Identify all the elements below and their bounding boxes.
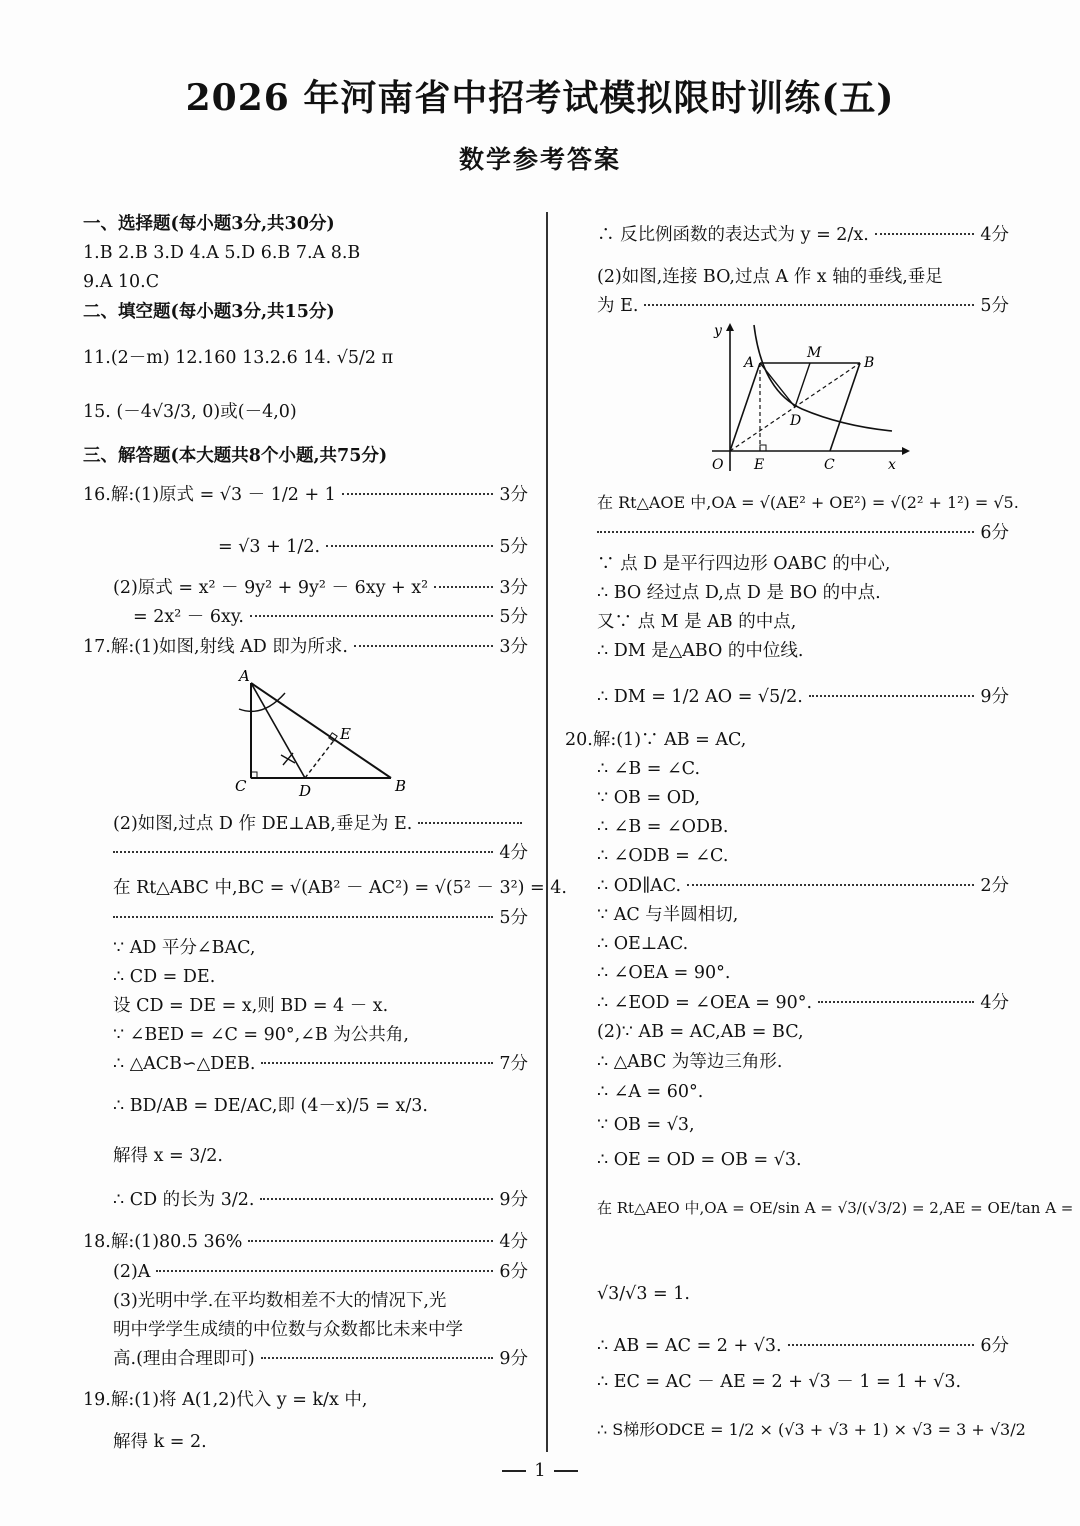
- label-b: B: [864, 355, 875, 371]
- dot-leader: [261, 1062, 493, 1064]
- solution-row: [597, 685, 1009, 709]
- solution-row: [597, 874, 1009, 898]
- dot-leader: [156, 1270, 493, 1272]
- score: 6分: [980, 1336, 1009, 1356]
- row-text: ∴ △ACB∽△DEB.: [113, 1054, 256, 1074]
- row-text: 在 Rt△ABC 中,BC = √(AB² － AC²) = √(5² － 3²) = 4.: [113, 878, 567, 898]
- side-bc: [830, 363, 860, 451]
- dot-leader: [261, 1357, 494, 1359]
- label-o: O: [712, 457, 724, 473]
- solution-line: √3/√3 = 1.: [597, 1284, 690, 1304]
- score: 3分: [499, 578, 528, 598]
- right-angle-e: [760, 445, 766, 451]
- dot-leader: [342, 493, 494, 495]
- score: 7分: [499, 1054, 528, 1074]
- row-text: 高.(理由合理即可): [113, 1349, 255, 1369]
- row-text: 16.解:(1)原式 = √3 － 1/2 + 1: [83, 485, 336, 505]
- label-b: B: [395, 777, 407, 795]
- label-c: C: [824, 457, 835, 473]
- solution-line: 20.解:(1)∵ AB = AC,: [565, 730, 747, 750]
- label-e: E: [754, 457, 765, 473]
- page-subtitle: 数学参考答案: [458, 145, 621, 174]
- score: 5分: [499, 537, 528, 557]
- side-ab: [251, 683, 391, 778]
- row-text: ∴ CD 的长为 3/2.: [113, 1190, 255, 1210]
- row-text: ∴ AB = AC = 2 + √3.: [597, 1336, 782, 1356]
- solution-row: [597, 991, 1009, 1015]
- dot-leader: [250, 615, 493, 617]
- label-d: D: [299, 782, 312, 798]
- row-text: 18.解:(1)80.5 36%: [83, 1232, 243, 1252]
- label-a: A: [744, 355, 755, 371]
- solution-line: 在 Rt△AEO 中,OA = OE/sin A = √3/(√3/2) = 2,AE = OE/tan A =: [597, 1199, 1074, 1217]
- solution-row: [597, 521, 1009, 545]
- page-dash-left: [502, 1470, 526, 1472]
- score: 3分: [499, 485, 528, 505]
- dot-leader: [644, 304, 974, 306]
- label-y: y: [714, 323, 722, 339]
- score: 6分: [499, 1262, 528, 1282]
- solution-line: ∴ S梯形ODCE = 1/2 × (√3 + √3 + 1) × √3 = 3 + √3/2: [597, 1420, 1026, 1439]
- solution-row: [597, 1334, 1009, 1358]
- segment-dm: [795, 363, 810, 407]
- row-text: 在 Rt△AOE 中,OA = √(AE² + OE²) = √(2² + 1²) = √5.: [597, 493, 1019, 512]
- dot-leader: [418, 822, 522, 824]
- row-text: ∴ ∠EOD = ∠OEA = 90°.: [597, 993, 813, 1013]
- y-arrow: [726, 323, 734, 331]
- solution-line: 明中学学生成绩的中位数与众数都比未来中学: [113, 1320, 463, 1340]
- hyperbola: [754, 325, 892, 431]
- solution-row: [83, 635, 528, 659]
- dot-leader: [809, 695, 975, 697]
- solution-row: [113, 1347, 528, 1371]
- solution-line: ∴ EC = AC － AE = 2 + √3 － 1 = 1 + √3.: [597, 1372, 962, 1392]
- score: 5分: [499, 607, 528, 627]
- solution-line: ∵ AD 平分∠BAC,: [113, 938, 256, 958]
- triangle-figure: [233, 663, 413, 798]
- solution-line: ∴ ∠OEA = 90°.: [597, 963, 731, 983]
- solution-row: [113, 841, 528, 865]
- dot-leader: [326, 545, 493, 547]
- row-text: 为 E.: [597, 296, 639, 316]
- answer-line: 11.(2－m) 12.160 13.2.6 14. √5/2 π: [83, 348, 394, 368]
- row-text: ∴ OD∥AC.: [597, 876, 682, 896]
- label-e: E: [340, 725, 351, 743]
- section-heading: 二、填空题(每小题3分,共15分): [83, 302, 335, 322]
- score: 4分: [980, 993, 1009, 1013]
- solution-line: ∵ OB = √3,: [597, 1115, 695, 1135]
- solution-line: ∵ OB = OD,: [597, 788, 701, 808]
- score: 4分: [499, 843, 528, 863]
- row-text: (2)A: [113, 1262, 151, 1282]
- segment-ad: [760, 363, 795, 407]
- solution-line: ∴ OE = OD = OB = √3.: [597, 1150, 802, 1170]
- solution-row: [113, 1260, 528, 1284]
- solution-row: [597, 223, 1009, 247]
- solution-line: ∴ CD = DE.: [113, 967, 216, 987]
- answer-line: 1.B 2.B 3.D 4.A 5.D 6.B 7.A 8.B: [83, 243, 361, 263]
- solution-line: 又∵ 点 M 是 AB 的中点,: [597, 612, 797, 632]
- solution-line: 解得 k = 2.: [113, 1432, 207, 1452]
- row-text: (2)如图,过点 D 作 DE⊥AB,垂足为 E.: [113, 814, 413, 834]
- score: 4分: [980, 225, 1009, 245]
- solution-line: ∴ OE⊥AC.: [597, 934, 689, 954]
- solution-row: [597, 294, 1009, 318]
- side-oa: [730, 363, 760, 451]
- answer-line: 15. (－4√3/3, 0)或(－4,0): [83, 402, 297, 422]
- solution-line: 解得 x = 3/2.: [113, 1146, 223, 1166]
- row-text: 17.解:(1)如图,射线 AD 即为所求.: [83, 637, 348, 657]
- row-text: ∴ 反比例函数的表达式为 y = 2/x.: [597, 225, 869, 245]
- solution-row: [113, 1052, 528, 1076]
- score: 4分: [499, 1232, 528, 1252]
- solution-line: ∴ BO 经过点 D,点 D 是 BO 的中点.: [597, 583, 881, 603]
- ray-ad: [251, 683, 305, 778]
- dot-leader: [434, 586, 493, 588]
- solution-row: [133, 605, 528, 629]
- solution-row: [113, 876, 567, 900]
- solution-row: [113, 812, 528, 836]
- solution-line: ∴ ∠B = ∠C.: [597, 759, 701, 779]
- score: 3分: [499, 637, 528, 657]
- dot-leader: [260, 1198, 493, 1200]
- answer-line: 9.A 10.C: [83, 272, 160, 292]
- label-x: x: [888, 457, 896, 473]
- solution-line: (3)光明中学.在平均数相差不大的情况下,光: [113, 1291, 447, 1311]
- dot-leader: [597, 531, 974, 533]
- solution-line: 19.解:(1)将 A(1,2)代入 y = k/x 中,: [83, 1390, 368, 1410]
- solution-line: 设 CD = DE = x,则 BD = 4 － x.: [113, 996, 389, 1016]
- score: 9分: [499, 1190, 528, 1210]
- solution-line: ∴ ∠A = 60°.: [597, 1082, 704, 1102]
- label-m: M: [807, 345, 822, 361]
- page-dash-right: [554, 1470, 578, 1472]
- label-a: A: [239, 667, 250, 685]
- section-heading: 三、解答题(本大题共8个小题,共75分): [83, 446, 388, 466]
- dot-leader: [354, 645, 493, 647]
- solution-row: [113, 906, 528, 930]
- score: 6分: [980, 523, 1009, 543]
- solution-line: (2)如图,连接 BO,过点 A 作 x 轴的垂线,垂足: [597, 267, 943, 287]
- solution-line: ∴ DM 是△ABO 的中位线.: [597, 641, 804, 661]
- solution-row: [597, 491, 1019, 515]
- row-text: ∴ DM = 1/2 AO = √5/2.: [597, 687, 803, 707]
- score: 2分: [980, 876, 1009, 896]
- score: 5分: [499, 908, 528, 928]
- solution-row: [83, 483, 528, 507]
- solution-row: [113, 576, 528, 600]
- solution-line: (2)∵ AB = AC,AB = BC,: [597, 1022, 804, 1042]
- solution-line: ∴ BD/AB = DE/AC,即 (4－x)/5 = x/3.: [113, 1096, 428, 1116]
- solution-row: [83, 1230, 528, 1254]
- solution-row: [218, 535, 528, 559]
- row-text: = √3 + 1/2.: [218, 537, 321, 557]
- dot-leader: [113, 916, 493, 918]
- coordinate-figure: [702, 321, 912, 481]
- x-arrow: [902, 447, 910, 455]
- page-number: [0, 1460, 1080, 1481]
- solution-line: ∴ ∠B = ∠ODB.: [597, 817, 729, 837]
- score: 9分: [980, 687, 1009, 707]
- dot-leader: [687, 884, 974, 886]
- solution-line: ∴ ∠ODB = ∠C.: [597, 846, 729, 866]
- page-number-text: 1: [534, 1460, 546, 1481]
- solution-line: ∴ △ABC 为等边三角形.: [597, 1052, 783, 1072]
- segment-de: [305, 739, 335, 778]
- dot-leader: [248, 1240, 493, 1242]
- dot-leader: [875, 233, 975, 235]
- section-heading: 一、选择题(每小题3分,共30分): [83, 214, 335, 234]
- page-title: 2026 年河南省中招考试模拟限时训练(五): [185, 77, 895, 119]
- dot-leader: [113, 851, 493, 853]
- solution-line: ∵ AC 与半圆相切,: [597, 905, 739, 925]
- score: 9分: [499, 1349, 528, 1369]
- column-divider: [546, 212, 548, 1452]
- construction-mark: [281, 753, 295, 765]
- dot-leader: [788, 1344, 975, 1346]
- solution-line: ∵ ∠BED = ∠C = 90°,∠B 为公共角,: [113, 1025, 409, 1045]
- solution-row: [113, 1188, 528, 1212]
- score: 5分: [980, 296, 1009, 316]
- label-c: C: [235, 777, 247, 795]
- row-text: = 2x² － 6xy.: [133, 607, 244, 627]
- label-d: D: [790, 413, 802, 429]
- row-text: (2)原式 = x² － 9y² + 9y² － 6xy + x²: [113, 578, 429, 598]
- dot-leader: [818, 1001, 974, 1003]
- solution-line: ∵ 点 D 是平行四边形 OABC 的中心,: [597, 554, 891, 574]
